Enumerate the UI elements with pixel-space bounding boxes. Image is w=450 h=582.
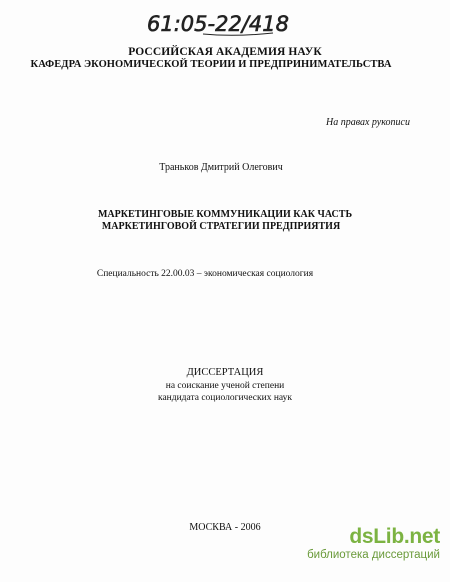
dissertation-label: ДИССЕРТАЦИЯ <box>186 367 264 378</box>
dslib-watermark[interactable] <box>290 526 440 574</box>
academy-name: РОССИЙСКАЯ АКАДЕМИЯ НАУК <box>128 46 322 58</box>
dslib-tagline: библиотека диссертаций <box>307 549 440 561</box>
handwritten-archive-code <box>145 4 295 40</box>
degree-line-1: на соискание ученой степени <box>165 381 285 391</box>
author-name: Траньков Дмитрий Олегович <box>159 162 283 173</box>
manuscript-note: На правах рукописи <box>326 117 410 128</box>
thesis-title-line-2: МАРКЕТИНГОВОЙ СТРАТЕГИИ ПРЕДПРИЯТИЯ <box>101 221 341 232</box>
city-year: МОСКВА - 2006 <box>189 522 261 533</box>
department-name: КАФЕДРА ЭКОНОМИЧЕСКОЙ ТЕОРИИ И ПРЕДПРИНИМАТЕЛЬСТВА <box>30 59 392 70</box>
dslib-logo[interactable]: dsLib.net <box>349 525 440 548</box>
thesis-title-line-1: МАРКЕТИНГОВЫЕ КОММУНИКАЦИИ КАК ЧАСТЬ <box>97 209 353 220</box>
degree-line-2: кандидата социологических наук <box>157 393 293 403</box>
archive-code-text: 61:05-22/418 <box>147 12 289 36</box>
specialty-line: Специальность 22.00.03 – экономическая социология <box>96 269 314 279</box>
